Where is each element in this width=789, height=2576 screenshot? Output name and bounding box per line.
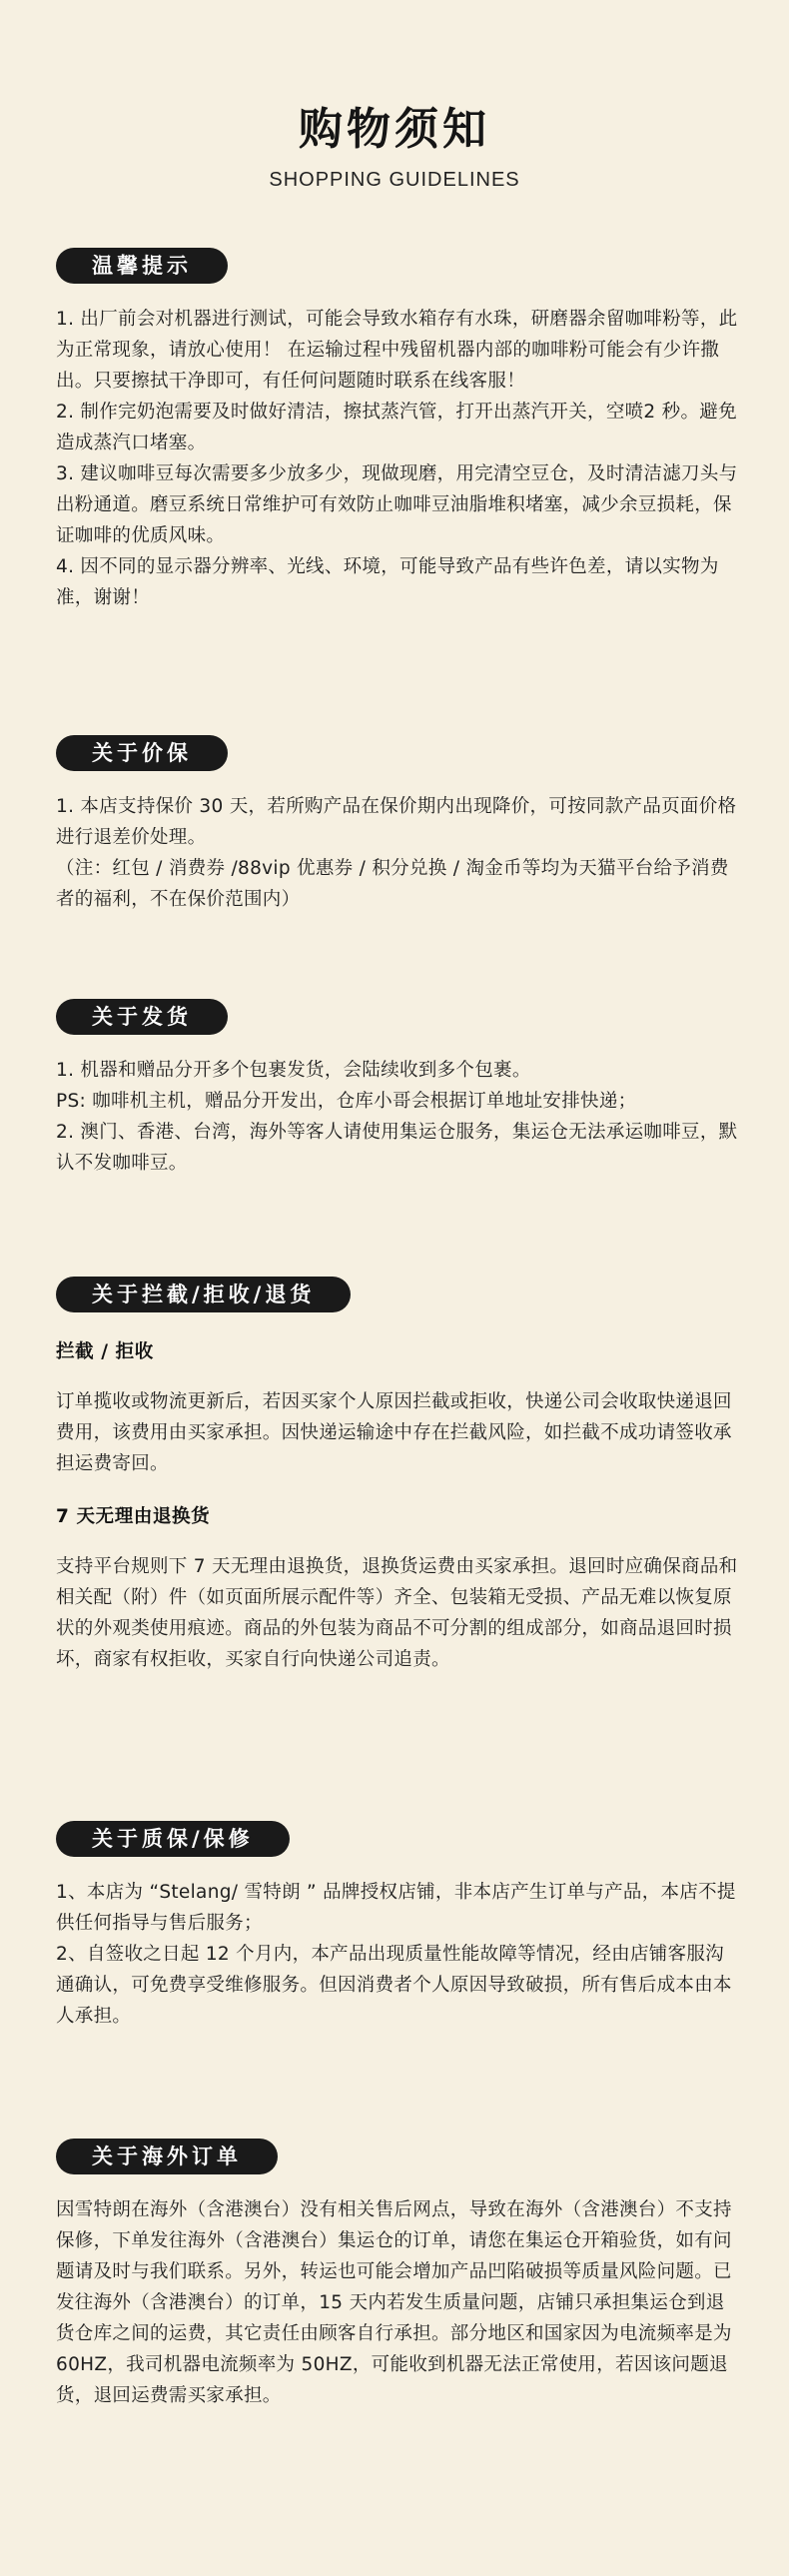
page-title: 购物须知	[299, 104, 490, 155]
returns-7day-text	[56, 1551, 739, 1675]
section-badge-overseas: 关于海外订单	[56, 2139, 278, 2174]
tips-paragraph: 2. 制作完奶泡需要及时做好清洁，擦拭蒸汽管，打开出蒸汽开关，空喷2 秒。避免造成蒸汽口堵塞。	[56, 402, 737, 453]
section-tips	[56, 248, 739, 613]
section-returns	[56, 1277, 739, 1675]
tips-paragraph: 4. 因不同的显示器分辨率、光线、环境，可能导致产品有些许色差，请以实物为准，谢谢！	[56, 556, 719, 608]
shipping-paragraph: 1. 机器和赠品分开多个包裹发货，会陆续收到多个包裹。	[56, 1060, 531, 1081]
section-price-protection	[56, 735, 739, 915]
tips-paragraph: 3. 建议咖啡豆每次需要多少放多少，现做现磨，用完清空豆仓，及时清洁滤刀头与出粉通道。磨豆系统日常维护可有效防止咖啡豆油脂堆积堵塞，减少余豆损耗，保证咖啡的优质风味。	[56, 463, 738, 546]
section-badge-price-protection: 关于价保	[56, 735, 228, 771]
section-tips-body	[56, 304, 739, 613]
section-shipping	[56, 999, 739, 1179]
page-subtitle: SHOPPING GUIDELINES	[269, 169, 520, 191]
overseas-paragraph: 因雪特朗在海外（含港澳台）没有相关售后网点，导致在海外（含港澳台）不支持保修，下单发往海外（含港澳台）集运仓的订单，请您在集运仓开箱验货，如有问题请及时与我们联系。另外，转运也可能会增加产品凹陷破损等质量风险问题。已发往海外（含港澳台）的订单，15 天内若发生质量问题，店铺只承担集运仓到退货仓库之间的运费，其它责任由顾客自行承担。部分地区和国家因为电流频率是为 60HZ，我司机器电流频率为 50HZ，可能收到机器无法正常使用，若因该问题退货，退回运费需买家承担。	[56, 2199, 732, 2406]
tips-paragraph: 1. 出厂前会对机器进行测试，可能会导致水箱存有水珠，研磨器余留咖啡粉等，此为正常现象，请放心使用！ 在运输过程中残留机器内部的咖啡粉可能会有少许撒出。只要擦拭干净即可，有任何问题随时联系在线客服！	[56, 309, 738, 392]
section-warranty	[56, 1821, 739, 2032]
section-badge-warranty: 关于质保/保修	[56, 1821, 290, 1857]
section-warranty-body	[56, 1877, 739, 2032]
returns-paragraph: 订单揽收或物流更新后，若因买家个人原因拦截或拒收，快递公司会收取快递退回费用，该费用由买家承担。因快递运输途中存在拦截风险，如拦截不成功请签收承担运费寄回。	[56, 1391, 732, 1474]
shipping-paragraph: PS: 咖啡机主机，赠品分开发出，仓库小哥会根据订单地址安排快递；	[56, 1091, 637, 1112]
section-overseas-orders	[56, 2139, 739, 2411]
section-overseas-body	[56, 2194, 739, 2411]
returns-subheading-7day: 7 天无理由退换货	[56, 1506, 211, 1527]
shipping-paragraph: 2. 澳门、香港、台湾，海外等客人请使用集运仓服务，集运仓无法承运咖啡豆，默认不发咖啡豆。	[56, 1122, 738, 1174]
page-header	[0, 102, 789, 194]
price-paragraph: 1. 本店支持保价 30 天，若所购产品在保价期内出现降价，可按同款产品页面价格进行退差价处理。	[56, 796, 737, 848]
section-shipping-body	[56, 1055, 739, 1179]
warranty-paragraph: 2、自签收之日起 12 个月内，本产品出现质量性能故障等情况，经由店铺客服沟通确认，可免费享受维修服务。但因消费者个人原因导致破损，所有售后成本由本人承担。	[56, 1944, 732, 2027]
returns-intercept-text	[56, 1386, 739, 1479]
returns-subheading-intercept: 拦截 / 拒收	[56, 1341, 154, 1362]
section-badge-tips: 温馨提示	[56, 248, 228, 284]
section-badge-shipping: 关于发货	[56, 999, 228, 1035]
section-price-body	[56, 791, 739, 915]
price-paragraph: （注：红包 / 消费券 /88vip 优惠券 / 积分兑换 / 淘金币等均为天猫平台给予消费者的福利，不在保价范围内）	[56, 858, 729, 910]
returns-paragraph: 支持平台规则下 7 天无理由退换货，退换货运费由买家承担。退回时应确保商品和相关配（附）件（如页面所展示配件等）齐全、包装箱无受损、产品无难以恢复原状的外观类使用痕迹。商品的外包装为商品不可分割的组成部分，如商品退回时损坏，商家有权拒收，买家自行向快递公司追责。	[56, 1556, 738, 1670]
section-badge-returns: 关于拦截/拒收/退货	[56, 1277, 351, 1312]
warranty-paragraph: 1、本店为 “Stelang/ 雪特朗 ” 品牌授权店铺，非本店产生订单与产品，本店不提供任何指导与售后服务；	[56, 1882, 736, 1934]
